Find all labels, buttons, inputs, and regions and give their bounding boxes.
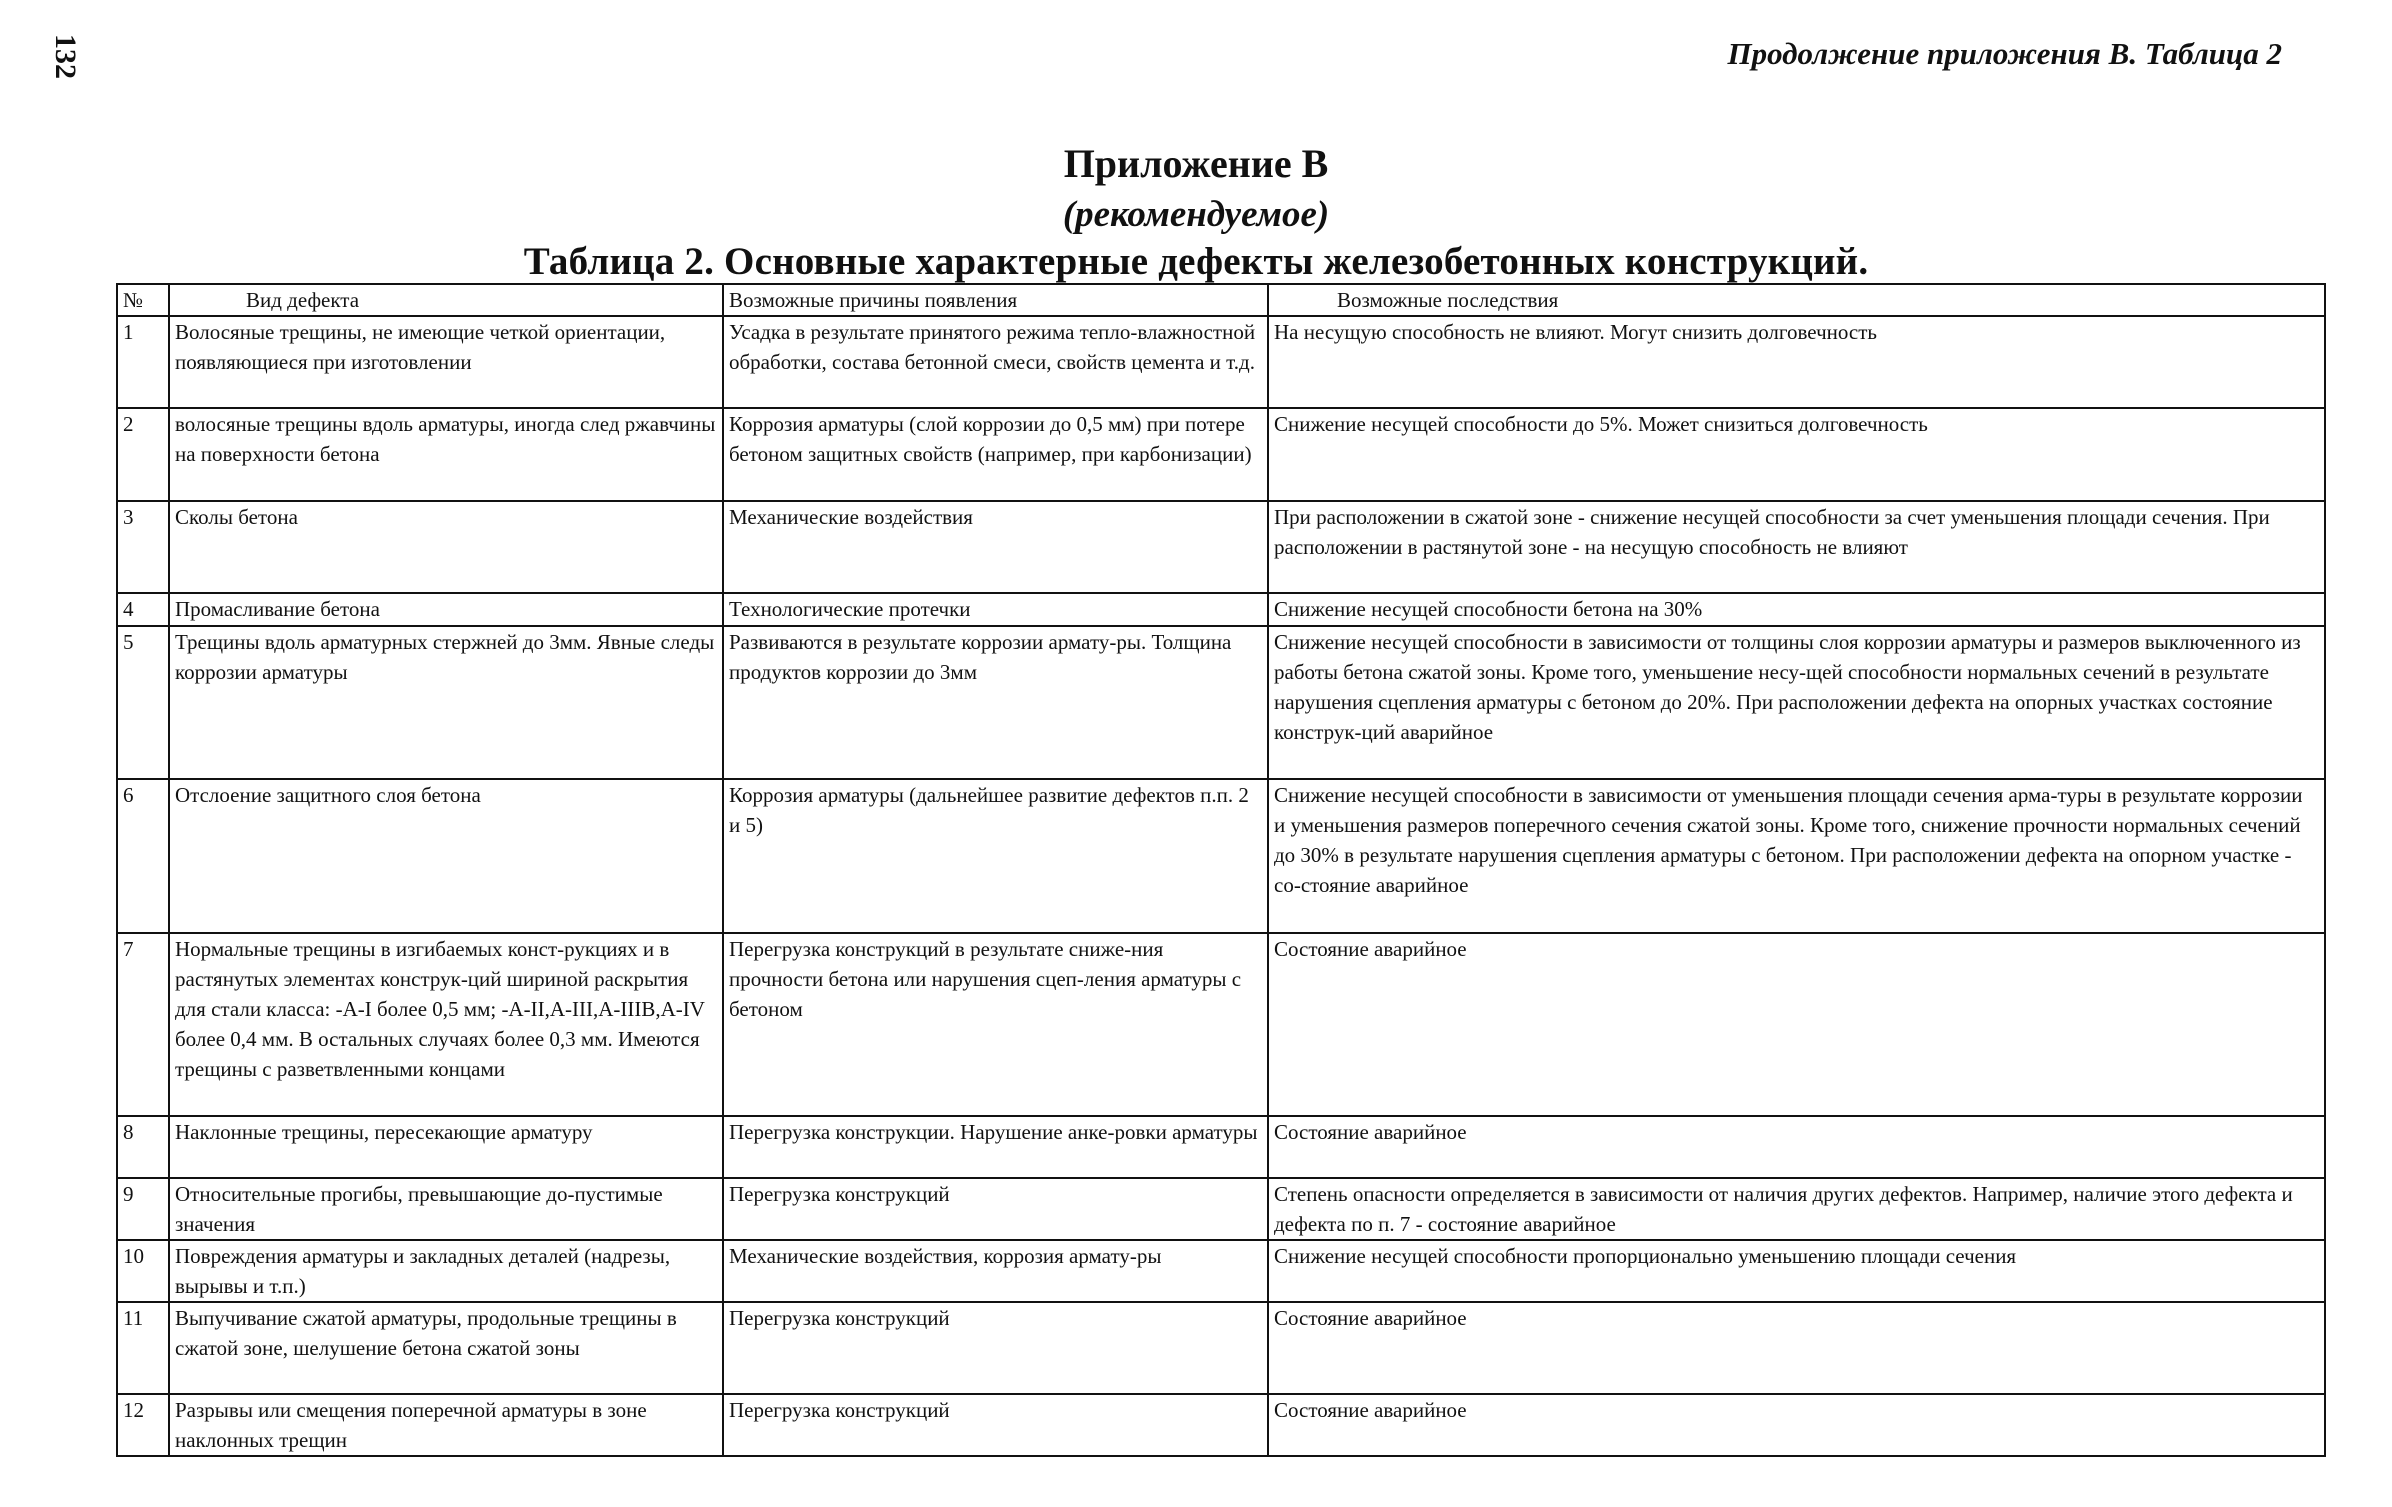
row-defect-type: Нормальные трещины в изгибаемых конст-рукциях и в растянутых элементах конструк-ций шириной раскрытия для стали класса: -А-I более 0,5 мм; -А-II,А-III,А-IIIВ,А-IV более 0,4 мм. В остальных случаях более 0,3 мм. Имеются трещины с разветвленными концами (169, 933, 723, 1116)
table-header-row (117, 284, 2325, 316)
row-defect-type: Наклонные трещины, пересекающие арматуру (169, 1116, 723, 1178)
row-defect-type: Повреждения арматуры и закладных деталей (надрезы, вырывы и т.п.) (169, 1240, 723, 1302)
table-row (117, 408, 2325, 501)
row-defect-type: Выпучивание сжатой арматуры, продольные трещины в сжатой зоне, шелушение бетона сжатой зоны (169, 1302, 723, 1394)
row-cause: Коррозия арматуры (дальнейшее развитие дефектов п.п. 2 и 5) (723, 779, 1268, 933)
row-defect-type: Разрывы или смещения поперечной арматуры в зоне наклонных трещин (169, 1394, 723, 1456)
row-consequence: Степень опасности определяется в зависимости от наличия других дефектов. Например, наличие этого дефекта и дефекта по п. 7 - состояние аварийное (1268, 1178, 2325, 1240)
header-defect-type: Вид дефекта (169, 284, 723, 316)
row-cause: Коррозия арматуры (слой коррозии до 0,5 мм) при потере бетоном защитных свойств (например, при карбонизации) (723, 408, 1268, 501)
row-num: 6 (117, 779, 169, 933)
row-defect-type: Сколы бетона (169, 501, 723, 593)
row-consequence: Состояние аварийное (1268, 1302, 2325, 1394)
row-num: 10 (117, 1240, 169, 1302)
row-defect-type: Отслоение защитного слоя бетона (169, 779, 723, 933)
running-header: Продолжение приложения В. Таблица 2 (1727, 36, 2282, 71)
row-num: 12 (117, 1394, 169, 1456)
row-defect-type: Промасливание бетона (169, 593, 723, 626)
table-row (117, 316, 2325, 408)
row-cause: Перегрузка конструкций (723, 1178, 1268, 1240)
header-causes: Возможные причины появления (723, 284, 1268, 316)
row-cause: Перегрузка конструкций (723, 1394, 1268, 1456)
appendix-title: Приложение В (1063, 141, 1329, 186)
table-row (117, 1394, 2325, 1456)
row-defect-type: Трещины вдоль арматурных стержней до 3мм. Явные следы коррозии арматуры (169, 626, 723, 779)
table-row (117, 779, 2325, 933)
header-consequences: Возможные последствия (1268, 284, 2325, 316)
row-consequence: При расположении в сжатой зоне - снижение несущей способности за счет уменьшения площади сечения. При расположении в растянутой зоне - на несущую способность не влияют (1268, 501, 2325, 593)
row-consequence: Снижение несущей способности в зависимости от толщины слоя коррозии арматуры и размеров выключенного из работы бетона сжатой зоны. Кроме того, уменьшение несу-щей способности нормальных сечений в результате нарушения сцепления арматуры с бетоном до 20%. При расположении дефекта на опорных участках состояние конструк-ций аварийное (1268, 626, 2325, 779)
row-cause: Механические воздействия (723, 501, 1268, 593)
row-num: 8 (117, 1116, 169, 1178)
row-consequence: Снижение несущей способности в зависимости от уменьшения площади сечения арма-туры в результате коррозии и уменьшения размеров поперечного сечения сжатой зоны. Кроме того, снижение прочности нормальных сечений до 30% в результате нарушения сцепления арматуры с бетоном. При расположении дефекта на опорном участке - со-стояние аварийное (1268, 779, 2325, 933)
defects-table (116, 283, 2326, 1457)
row-cause: Усадка в результате принятого режима тепло-влажностной обработки, состава бетонной смеси, свойств цемента и т.д. (723, 316, 1268, 408)
row-num: 9 (117, 1178, 169, 1240)
row-num: 2 (117, 408, 169, 501)
row-defect-type: Относительные прогибы, превышающие до-пустимые значения (169, 1178, 723, 1240)
row-cause: Механические воздействия, коррозия армату-ры (723, 1240, 1268, 1302)
row-consequence: На несущую способность не влияют. Могут снизить долговечность (1268, 316, 2325, 408)
appendix-subtitle: (рекомендуемое) (1062, 194, 1330, 235)
row-cause: Перегрузка конструкций в результате сниже-ния прочности бетона или нарушения сцеп-ления арматуры с бетоном (723, 933, 1268, 1116)
row-num: 11 (117, 1302, 169, 1394)
page-number: 132 (49, 34, 82, 79)
row-num: 5 (117, 626, 169, 779)
row-cause: Перегрузка конструкции. Нарушение анке-ровки арматуры (723, 1116, 1268, 1178)
table-row (117, 1240, 2325, 1302)
row-cause: Технологические протечки (723, 593, 1268, 626)
table-row (117, 933, 2325, 1116)
row-num: 3 (117, 501, 169, 593)
row-defect-type: волосяные трещины вдоль арматуры, иногда след ржавчины на поверхности бетона (169, 408, 723, 501)
row-consequence: Снижение несущей способности пропорционально уменьшению площади сечения (1268, 1240, 2325, 1302)
table-row (117, 626, 2325, 779)
table-row (117, 1178, 2325, 1240)
row-num: 4 (117, 593, 169, 626)
table-row (117, 1116, 2325, 1178)
row-consequence: Состояние аварийное (1268, 1116, 2325, 1178)
table-row (117, 501, 2325, 593)
row-num: 1 (117, 316, 169, 408)
table-title: Таблица 2. Основные характерные дефекты железобетонных конструкций. (523, 240, 1869, 283)
row-consequence: Состояние аварийное (1268, 933, 2325, 1116)
row-cause: Развиваются в результате коррозии армату-ры. Толщина продуктов коррозии до 3мм (723, 626, 1268, 779)
row-num: 7 (117, 933, 169, 1116)
row-consequence: Состояние аварийное (1268, 1394, 2325, 1456)
row-cause: Перегрузка конструкций (723, 1302, 1268, 1394)
header-num: № (117, 284, 169, 316)
table-row (117, 593, 2325, 626)
table-row (117, 1302, 2325, 1394)
row-defect-type: Волосяные трещины, не имеющие четкой ориентации, появляющиеся при изготовлении (169, 316, 723, 408)
row-consequence: Снижение несущей способности до 5%. Может снизиться долговечность (1268, 408, 2325, 501)
row-consequence: Снижение несущей способности бетона на 30% (1268, 593, 2325, 626)
